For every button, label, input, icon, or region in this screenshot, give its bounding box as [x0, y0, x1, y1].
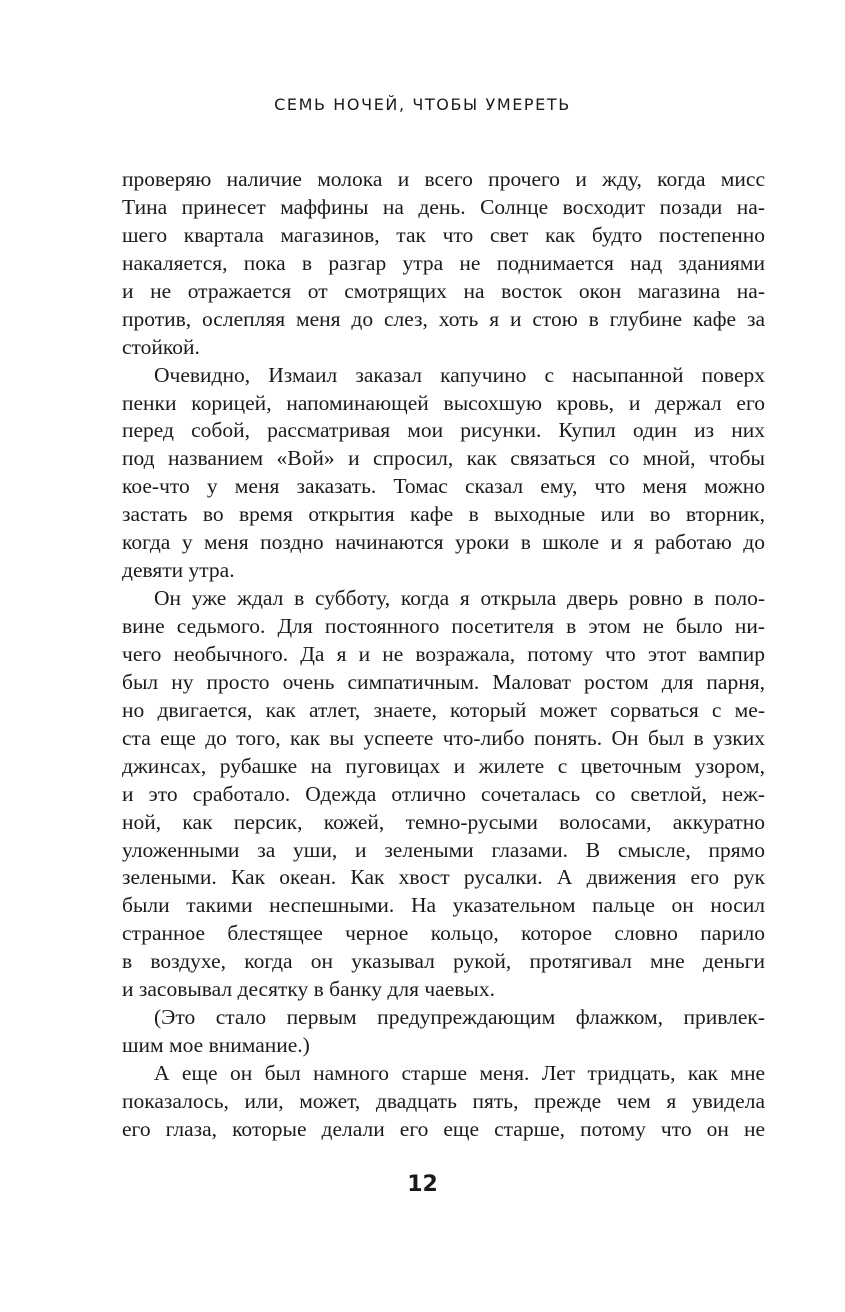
paragraph: [122, 362, 765, 586]
text-line: чего необычного. Да я и не возражала, потому что этот вампир: [122, 641, 765, 666]
paragraph: [122, 1004, 765, 1060]
text-line: пенки корицей, напоминающей высохшую кровь, и держал его: [122, 390, 765, 415]
paragraph: [122, 1060, 765, 1144]
running-head: СЕМЬ НОЧЕЙ, ЧТОБЫ УМЕРЕТЬ: [274, 95, 571, 114]
text-line: джинсах, рубашке на пуговицах и жилете с цветочным узором,: [122, 753, 765, 778]
page-number: 12: [407, 1172, 438, 1197]
text-line: странное блестящее черное кольцо, которое словно парило: [122, 921, 765, 946]
text-line: и это сработало. Одежда отлично сочеталась со светлой, неж-: [122, 781, 765, 806]
text-line: Он уже ждал в субботу, когда я открыла дверь ровно в поло-: [154, 586, 765, 611]
paragraph: [122, 166, 765, 362]
text-line: зелеными. Как океан. Как хвост русалки. А движения его рук: [122, 865, 765, 890]
text-line: перед собой, рассматривая мои рисунки. Купил один из них: [122, 418, 765, 443]
text-line: шим мое внимание.): [122, 1033, 310, 1058]
text-line: Тина принесет маффины на день. Солнце восходит позади на-: [122, 194, 765, 219]
text-line: девяти утра.: [122, 558, 235, 583]
text-line: ной, как персик, кожей, темно-русыми волосами, аккуратно: [122, 809, 765, 834]
text-line: показалось, или, может, двадцать пять, прежде чем я увидела: [122, 1088, 765, 1113]
text-line: кое-что у меня заказать. Томас сказал ему, что меня можно: [122, 474, 765, 499]
text-line: когда у меня поздно начинаются уроки в школе и я работаю до: [122, 530, 765, 555]
text-line: стойкой.: [122, 334, 200, 359]
text-line: и засовывал десятку в банку для чаевых.: [122, 977, 495, 1002]
text-line: и не отражается от смотрящих на восток окон магазина на-: [122, 278, 765, 303]
text-line: застать во время открытия кафе в выходные или во вторник,: [122, 502, 765, 527]
text-line: Очевидно, Измаил заказал капучино с насыпанной поверх: [154, 362, 765, 387]
text-line: (Это стало первым предупреждающим флажком, привлек-: [154, 1005, 765, 1030]
paragraph: [122, 585, 765, 1004]
text-line: но двигается, как атлет, знаете, который может сорваться с ме-: [122, 697, 765, 722]
text-line: шего квартала магазинов, так что свет как будто постепенно: [122, 222, 765, 247]
text-line: против, ослепляя меня до слез, хоть я и стою в глубине кафе за: [122, 306, 765, 331]
text-line: его глаза, которые делали его еще старше, потому что он не: [122, 1116, 765, 1141]
text-line: уложенными за уши, и зелеными глазами. В смысле, прямо: [122, 837, 765, 862]
text-line: в воздухе, когда он указывал рукой, протягивал мне деньги: [122, 949, 765, 974]
text-line: был ну просто очень симпатичным. Маловат ростом для парня,: [122, 669, 765, 694]
text-line: под названием «Вой» и спросил, как связаться со мной, чтобы: [122, 446, 765, 471]
text-line: ста еще до того, как вы успеете что-либо понять. Он был в узких: [122, 725, 765, 750]
text-line: проверяю наличие молока и всего прочего и жду, когда мисс: [122, 167, 765, 191]
body-text: [122, 166, 765, 1144]
text-line: были такими неспешными. На указательном пальце он носил: [122, 893, 765, 918]
text-line: накаляется, пока в разгар утра не поднимается над зданиями: [122, 250, 765, 275]
text-line: А еще он был намного старше меня. Лет тридцать, как мне: [154, 1061, 765, 1085]
text-line: вине седьмого. Для постоянного посетителя в этом не было ни-: [122, 614, 765, 638]
